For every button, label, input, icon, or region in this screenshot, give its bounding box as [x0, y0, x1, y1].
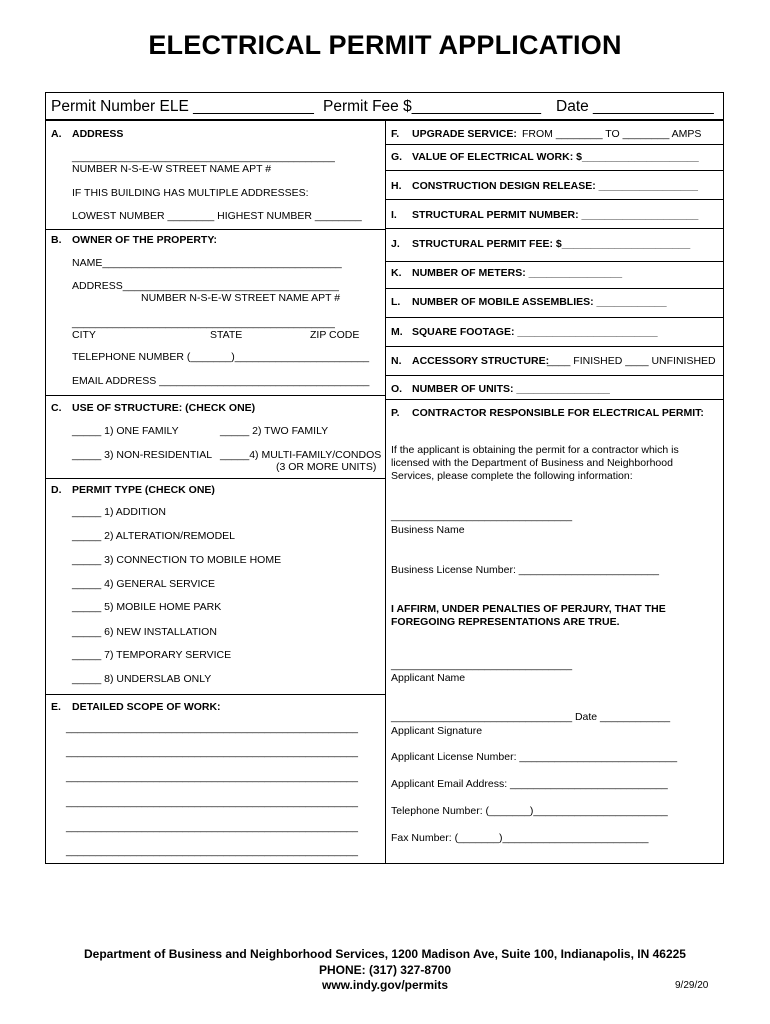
- applicant-phone-field[interactable]: Telephone Number: (_______)_______________________: [391, 805, 668, 817]
- address-range-field[interactable]: LOWEST NUMBER ________ HIGHEST NUMBER ________: [72, 210, 362, 222]
- section-e-label: DETAILED SCOPE OF WORK:: [72, 701, 221, 713]
- address-line[interactable]: _____________________________________________: [72, 151, 335, 163]
- divider: [385, 375, 724, 376]
- footer-website[interactable]: www.indy.gov/permits: [321, 978, 449, 992]
- section-e-letter: E.: [51, 701, 61, 713]
- permit-form: [45, 92, 724, 864]
- section-a-letter: A.: [51, 128, 62, 140]
- applicant-fax-field[interactable]: Fax Number: (_______)_________________________: [391, 832, 649, 844]
- section-h-letter: H.: [391, 180, 402, 192]
- section-c-label: USE OF STRUCTURE: (CHECK ONE): [72, 402, 256, 414]
- column-divider: [385, 121, 386, 863]
- applicant-signature-line[interactable]: _______________________________ Date ____________: [391, 711, 671, 723]
- footer-phone: PHONE: (317) 327-8700: [318, 963, 452, 977]
- use-two-family-option[interactable]: _____ 2) TWO FAMILY: [220, 425, 329, 437]
- use-one-family-option[interactable]: _____ 1) ONE FAMILY: [72, 425, 179, 437]
- owner-phone-field[interactable]: TELEPHONE NUMBER (_______)_______________________: [72, 351, 370, 363]
- scope-line[interactable]: __________________________________________________: [66, 746, 358, 758]
- permit-type-option[interactable]: _____ 7) TEMPORARY SERVICE: [72, 649, 232, 661]
- scope-line[interactable]: __________________________________________________: [66, 771, 358, 783]
- structural-permit-fee-field[interactable]: STRUCTURAL PERMIT FEE: $______________________: [412, 238, 691, 250]
- use-multi-family-option[interactable]: _____4) MULTI-FAMILY/CONDOS: [220, 449, 382, 461]
- divider: [46, 694, 385, 695]
- permit-type-option[interactable]: _____ 5) MOBILE HOME PARK: [72, 601, 222, 613]
- divider: [385, 317, 724, 318]
- applicant-license-field[interactable]: Applicant License Number: ___________________________: [391, 751, 678, 763]
- divider: [385, 346, 724, 347]
- number-of-meters-field[interactable]: NUMBER OF METERS: ________________: [412, 267, 623, 279]
- mobile-assemblies-field[interactable]: NUMBER OF MOBILE ASSEMBLIES: ____________: [412, 296, 667, 308]
- permit-fee-field[interactable]: Permit Fee $_______________: [323, 98, 542, 115]
- scope-line[interactable]: __________________________________________________: [66, 821, 358, 833]
- contractor-instructions: If the applicant is obtaining the permit for a contractor which is licensed with the Department of Business and Neighborhood Services, please complete the following information:: [391, 444, 679, 482]
- state-label: STATE: [210, 329, 243, 341]
- divider: [385, 261, 724, 262]
- permit-number-field[interactable]: Permit Number ELE ______________: [51, 98, 314, 115]
- permit-type-option[interactable]: _____ 1) ADDITION: [72, 506, 166, 518]
- owner-address-field[interactable]: ADDRESS_____________________________________: [72, 280, 339, 292]
- square-footage-field[interactable]: SQUARE FOOTAGE: ________________________: [412, 326, 658, 338]
- section-o-letter: O.: [391, 383, 403, 395]
- section-a-label: ADDRESS: [72, 128, 124, 140]
- footer-address: Department of Business and Neighborhood Services, 1200 Madison Ave, Suite 100, Indianapolis, IN 46225: [84, 947, 686, 961]
- header-row: [46, 93, 723, 121]
- permit-type-option[interactable]: _____ 4) GENERAL SERVICE: [72, 578, 215, 590]
- section-f-letter: F.: [391, 128, 400, 140]
- divider: [385, 144, 724, 145]
- section-p-letter: P.: [391, 407, 400, 419]
- applicant-signature-label: Applicant Signature: [391, 725, 483, 737]
- owner-name-field[interactable]: NAME_________________________________________: [72, 257, 342, 269]
- city-state-zip-line[interactable]: _____________________________________________: [72, 317, 335, 329]
- owner-email-field[interactable]: EMAIL ADDRESS ____________________________________: [72, 375, 370, 387]
- upgrade-service-field[interactable]: FROM ________ TO ________ AMPS: [522, 128, 702, 140]
- permit-type-option[interactable]: _____ 6) NEW INSTALLATION: [72, 626, 217, 638]
- applicant-name-label: Applicant Name: [391, 672, 466, 684]
- zip-label: ZIP CODE: [310, 329, 360, 341]
- divider: [46, 395, 385, 396]
- section-d-label: PERMIT TYPE (CHECK ONE): [72, 484, 215, 496]
- permit-type-option[interactable]: _____ 3) CONNECTION TO MOBILE HOME: [72, 554, 282, 566]
- section-b-label: OWNER OF THE PROPERTY:: [72, 234, 218, 246]
- divider: [46, 229, 385, 230]
- divider: [46, 478, 385, 479]
- upgrade-service-label: UPGRADE SERVICE:: [412, 128, 517, 140]
- use-non-residential-option[interactable]: _____ 3) NON-RESIDENTIAL: [72, 449, 213, 461]
- section-g-letter: G.: [391, 151, 403, 163]
- section-l-letter: L.: [391, 296, 401, 308]
- city-label: CITY: [72, 329, 96, 341]
- divider: [385, 170, 724, 171]
- value-of-work-field[interactable]: VALUE OF ELECTRICAL WORK: $____________________: [412, 151, 699, 163]
- business-name-label: Business Name: [391, 524, 465, 536]
- affirmation-statement: I AFFIRM, UNDER PENALTIES OF PERJURY, THAT THE FOREGOING REPRESENTATIONS ARE TRUE.: [391, 603, 666, 628]
- applicant-email-field[interactable]: Applicant Email Address: ___________________________: [391, 778, 668, 790]
- scope-line[interactable]: __________________________________________________: [66, 796, 358, 808]
- permit-type-option[interactable]: _____ 2) ALTERATION/REMODEL: [72, 530, 236, 542]
- scope-line[interactable]: __________________________________________________: [66, 845, 358, 857]
- number-of-units-field[interactable]: NUMBER OF UNITS: ________________: [412, 383, 610, 395]
- revision-date: 9/29/20: [675, 980, 709, 991]
- section-d-letter: D.: [51, 484, 62, 496]
- section-i-letter: I.: [391, 209, 397, 221]
- multiple-addresses-label: IF THIS BUILDING HAS MULTIPLE ADDRESSES:: [72, 187, 309, 199]
- date-field[interactable]: Date ______________: [556, 98, 714, 115]
- accessory-structure-label: ACCESSORY STRUCTURE:: [412, 355, 550, 367]
- design-release-field[interactable]: CONSTRUCTION DESIGN RELEASE: _________________: [412, 180, 698, 192]
- section-n-letter: N.: [391, 355, 402, 367]
- divider: [385, 399, 724, 400]
- accessory-structure-options[interactable]: ____ FINISHED ____ UNFINISHED: [547, 355, 716, 367]
- business-name-line[interactable]: _______________________________: [391, 510, 573, 522]
- contractor-label: CONTRACTOR RESPONSIBLE FOR ELECTRICAL PERMIT:: [412, 407, 704, 419]
- structural-permit-number-field[interactable]: STRUCTURAL PERMIT NUMBER: ____________________: [412, 209, 699, 221]
- section-j-letter: J.: [391, 238, 400, 250]
- applicant-name-line[interactable]: _______________________________: [391, 659, 573, 671]
- use-multi-family-note: (3 OR MORE UNITS): [276, 461, 377, 473]
- page-title: ELECTRICAL PERMIT APPLICATION: [148, 30, 622, 60]
- owner-address-sub-label: NUMBER N-S-E-W STREET NAME APT #: [141, 292, 341, 304]
- permit-type-option[interactable]: _____ 8) UNDERSLAB ONLY: [72, 673, 212, 685]
- business-license-field[interactable]: Business License Number: ________________________: [391, 564, 659, 576]
- divider: [385, 228, 724, 229]
- address-sub-label: NUMBER N-S-E-W STREET NAME APT #: [72, 163, 272, 175]
- section-k-letter: K.: [391, 267, 402, 279]
- divider: [385, 199, 724, 200]
- section-c-letter: C.: [51, 402, 62, 414]
- divider: [385, 288, 724, 289]
- scope-line[interactable]: __________________________________________________: [66, 722, 358, 734]
- section-m-letter: M.: [391, 326, 403, 338]
- section-b-letter: B.: [51, 234, 62, 246]
